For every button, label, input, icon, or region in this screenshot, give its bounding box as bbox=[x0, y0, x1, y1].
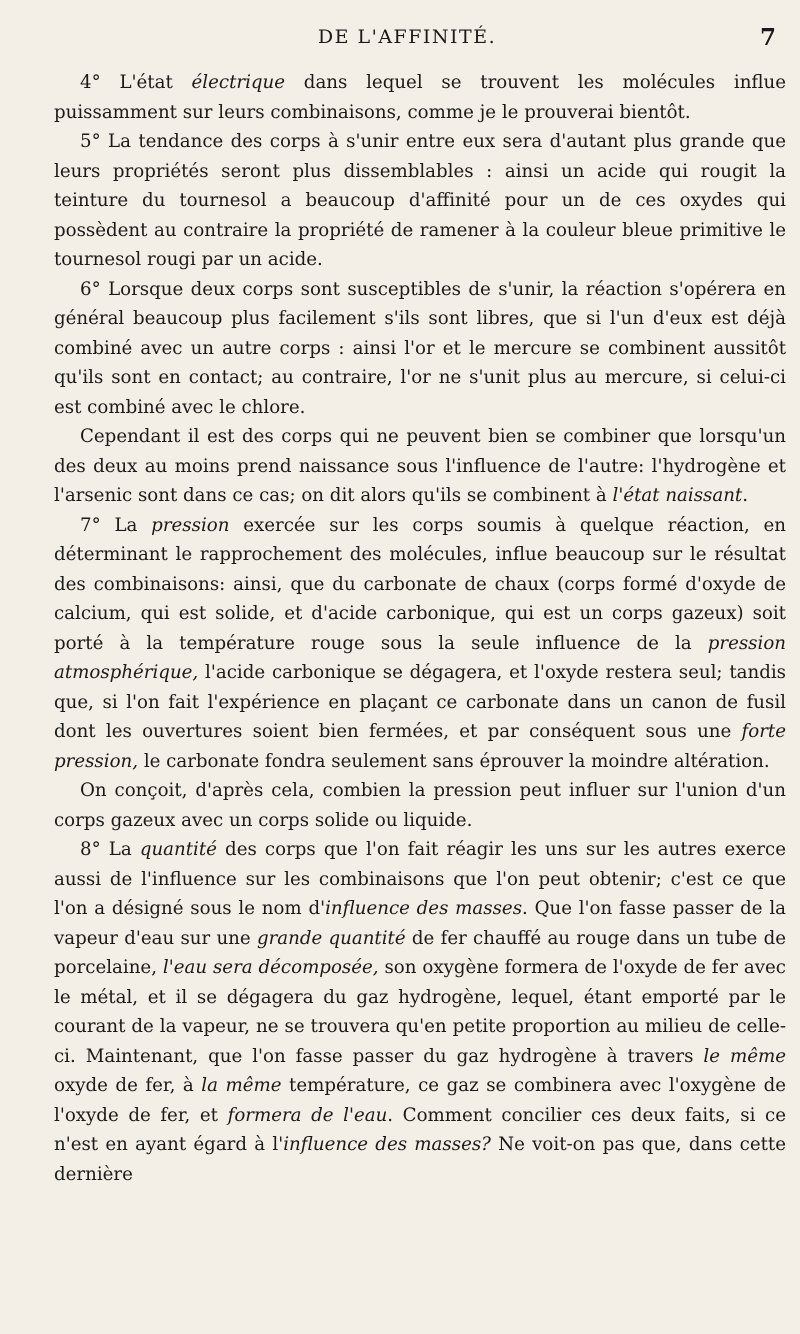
italic-text: forte pression, bbox=[54, 721, 786, 772]
text-run: Ne voit-on pas que, dans cette dernière bbox=[54, 1134, 786, 1185]
italic-text: l'eau sera décomposée, bbox=[162, 957, 379, 978]
running-head bbox=[36, 26, 778, 56]
italic-text: influence des masses bbox=[325, 898, 523, 919]
paragraph bbox=[54, 422, 786, 511]
paragraph bbox=[54, 835, 786, 1189]
paragraph bbox=[54, 127, 786, 275]
text-run: exercée sur les corps soumis à quelque réaction, en déterminant le rapprochement des molécules, influe beaucoup sur le résultat des combinaisons: ainsi, que du carbonate de chaux (corps formé d'oxyde de calcium, qui est solide, et d'acide carbonique, qui est un corps gazeux) soit porté à la température rouge sous la seule influence de la bbox=[54, 514, 786, 654]
text-run: 7° La bbox=[80, 514, 152, 536]
text-run: de fer chauffé au rouge dans un tube de porcelaine, bbox=[54, 927, 786, 978]
text-run: 8° La bbox=[80, 839, 140, 860]
paragraph bbox=[54, 511, 786, 777]
text-run: température, ce gaz se combinera avec l'oxygène de l'oxyde de fer, et bbox=[54, 1075, 786, 1126]
paragraph bbox=[54, 68, 786, 127]
running-title: DE L'AFFINITÉ. bbox=[317, 26, 497, 48]
text-run: 6° Lorsque deux corps sont susceptibles de s'unir, la réaction s'opérera en général beaucoup plus facilement s'ils sont libres, que si l'un d'eux est déjà combiné avec un autre corps : ainsi l'or et le mercure se combinent aussitôt qu'ils sont en contact; au contraire, l'or ne s'unit plus au mercure, si celui-ci est combiné avec le chlore. bbox=[54, 278, 786, 418]
text-run: l'acide carbonique se dégagera, et l'oxyde restera seul; tandis que, si l'on fait l'expérience en plaçant ce carbonate dans un canon de fusil dont les ouvertures soient bien fermées, et par conséquent sous une bbox=[54, 662, 786, 742]
text-run: Cependant il est des corps qui ne peuvent bien se combiner que lorsqu'un des deux au moins prend naissance sous l'influence de l'autre: l'hydrogène et l'arsenic sont dans ce cas; on dit alors qu'ils se combinent à bbox=[54, 426, 786, 506]
text-run: son oxygène formera de l'oxyde de fer avec le métal, et il se dégagera du gaz hydrogène, lequel, étant emporté par le courant de la vapeur, ne se trouvera qu'en petite proportion au milieu de celle-ci. Maintenant, que l'on fasse passer du gaz hydrogène à travers bbox=[54, 957, 786, 1067]
italic-text: quantité bbox=[139, 839, 217, 860]
text-run: oxyde de fer, à bbox=[54, 1075, 202, 1096]
italic-text: influence des masses? bbox=[283, 1134, 491, 1155]
italic-text: l'état naissant bbox=[612, 485, 743, 506]
italic-text: le même bbox=[703, 1045, 786, 1067]
body-text bbox=[54, 68, 786, 1189]
italic-text: formera de l'eau bbox=[227, 1104, 388, 1126]
text-run: le carbonate fondra seulement sans éprouver la moindre altération. bbox=[138, 750, 770, 772]
text-run: dans lequel se trouvent les molécules influe puissamment sur leurs combinaisons, comme je le prouverai bientôt. bbox=[54, 72, 787, 123]
page-number: 7 bbox=[759, 24, 776, 51]
paragraph bbox=[54, 776, 786, 835]
text-run: . bbox=[742, 485, 749, 506]
text-run: On conçoit, d'après cela, combien la pression peut influer sur l'union d'un corps gazeux avec un corps solide ou liquide. bbox=[54, 780, 786, 831]
italic-text: la même bbox=[201, 1075, 282, 1096]
italic-text: électrique bbox=[191, 72, 286, 93]
text-run: . Que l'on fasse passer de la vapeur d'eau sur une bbox=[54, 898, 786, 949]
italic-text: grande quantité bbox=[256, 927, 406, 949]
italic-text: pression bbox=[151, 514, 230, 536]
text-run: 4° L'état bbox=[80, 72, 192, 93]
text-run: 5° La tendance des corps à s'unir entre eux sera d'autant plus grande que leurs propriétés seront plus dissemblables : ainsi un acide qui rougit la teinture du tournesol a beaucoup d'affinité pour un de ces oxydes qui possèdent au contraire la propriété de ramener à la couleur bleue primitive le tournesol rougi par un acide. bbox=[54, 131, 786, 270]
italic-text: pression atmosphérique, bbox=[54, 632, 786, 683]
paragraph bbox=[54, 275, 786, 423]
text-run: des corps que l'on fait réagir les uns sur les autres exerce aussi de l'influence sur les combinaisons que l'on peut obtenir; c'est ce que l'on a désigné sous le nom d' bbox=[54, 839, 786, 919]
text-run: . Comment concilier ces deux faits, si ce n'est en ayant égard à l' bbox=[54, 1104, 786, 1155]
